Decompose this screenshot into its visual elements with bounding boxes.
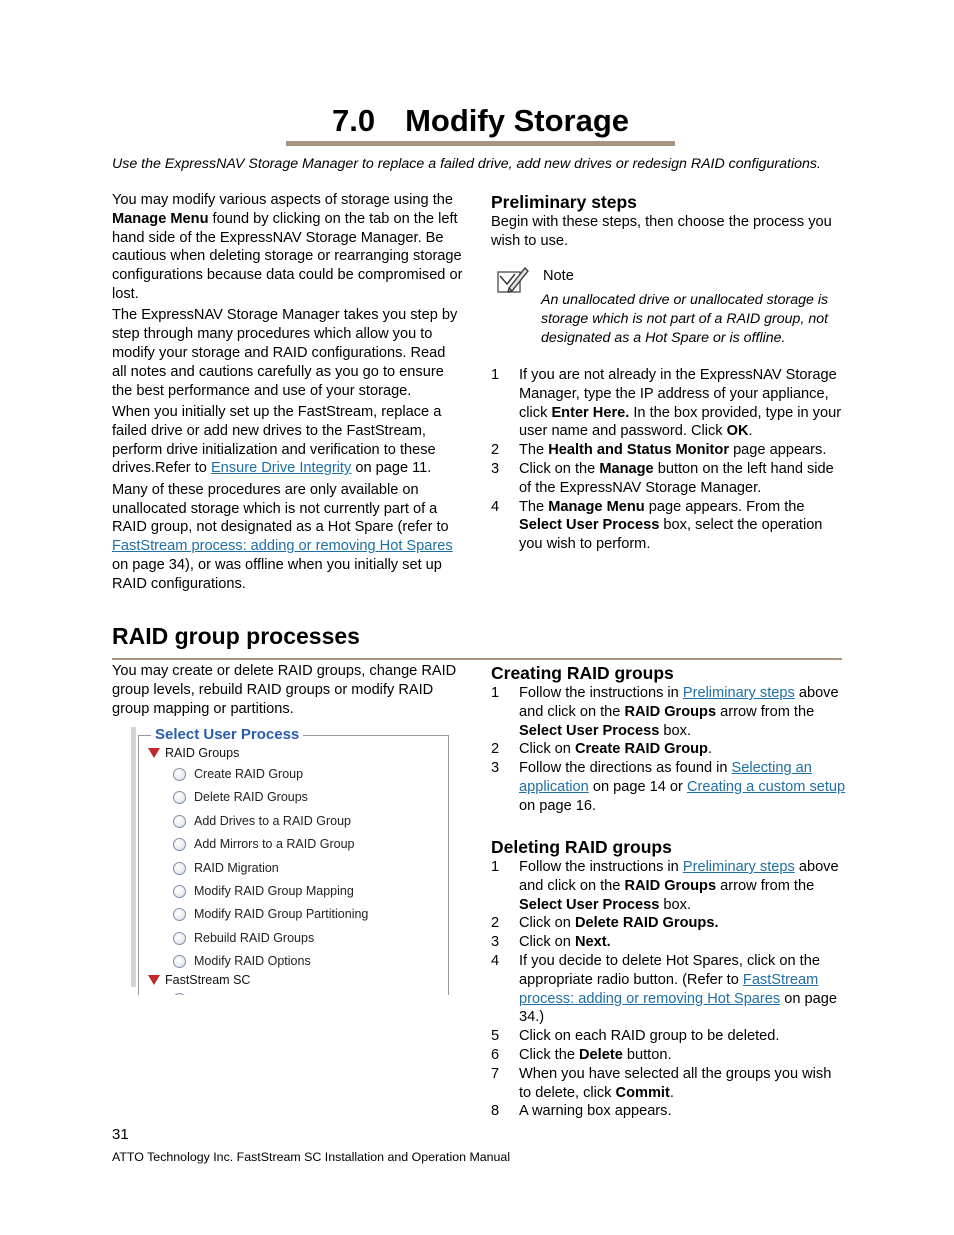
list-item: 1 Follow the instructions in Preliminary steps above and click on the RAID Groups arrow from the Select User Process box.	[491, 685, 839, 739]
link-preliminary-steps[interactable]: Preliminary steps	[682, 685, 795, 701]
option-delete-raid-groups[interactable]: Delete RAID Groups	[173, 790, 308, 804]
option-create-raid-group[interactable]: Create RAID Group	[173, 767, 303, 781]
option-modify-mapping[interactable]: Modify RAID Group Mapping	[173, 884, 354, 898]
radio-icon[interactable]	[173, 838, 186, 851]
expand-arrow-icon[interactable]	[148, 748, 160, 758]
select-user-process-panel	[131, 727, 451, 995]
creating-section	[491, 662, 846, 816]
footer-text: ATTO Technology Inc. FastStream SC Installation and Operation Manual	[112, 1150, 511, 1164]
list-item: 3 Click on Next.	[491, 934, 611, 951]
list-item: 2 The Health and Status Monitor page appears.	[491, 442, 827, 459]
option-partial	[173, 993, 194, 995]
link-ensure-drive-integrity[interactable]: Ensure Drive Integrity	[210, 460, 352, 477]
option-rebuild-raid-groups[interactable]: Rebuild RAID Groups	[173, 931, 314, 945]
link-preliminary-steps[interactable]: Preliminary steps	[682, 859, 795, 875]
raid-intro: You may create or delete RAID groups, change RAID group levels, rebuild RAID groups or modify RAID group mapping or partitions.	[112, 663, 457, 717]
intro-paragraph-4: Many of these procedures are only available on unallocated storage which is not currently part of a RAID group, not designated as a Hot Spare (refer to FastStream process: adding or removing Hot Spares on page 34), or was offline when you initially set up RAID configurations.	[112, 481, 453, 592]
intro-column	[112, 191, 464, 594]
radio-icon[interactable]	[173, 885, 186, 898]
expand-arrow-icon[interactable]	[148, 975, 160, 985]
list-item: 4 If you decide to delete Hot Spares, click on the appropriate radio button. (Refer to FastStream process: adding or removing Hot Spares on page 34.)	[491, 952, 838, 1026]
link-selecting-application[interactable]: Selecting an application	[519, 760, 812, 795]
list-item: 6 Click the Delete button.	[491, 1046, 672, 1063]
list-item: 8 A warning box appears.	[491, 1103, 672, 1120]
option-add-mirrors[interactable]: Add Mirrors to a RAID Group	[173, 837, 354, 851]
note-text: An unallocated drive or unallocated storage is storage which is not part of a RAID group, not designated as a Hot Spare or is offline.	[541, 292, 829, 346]
radio-icon[interactable]	[173, 791, 186, 804]
list-item: 7 When you have selected all the groups you wish to delete, click Commit.	[491, 1065, 832, 1101]
list-item: 3 Click on the Manage button on the left hand side of the ExpressNAV Storage Manager.	[491, 460, 834, 496]
list-item: 1 If you are not already in the ExpressNAV Storage Manager, type the IP address of your appliance, click Enter Here. In the box provided, type in your user name and password. Click OK.	[491, 367, 842, 440]
radio-icon[interactable]	[173, 908, 186, 921]
chapter-title-text: Modify Storage	[405, 103, 629, 138]
preliminary-text: Begin with these steps, then choose the process you wish to use.	[491, 214, 832, 249]
panel-legend: Select User Process	[151, 727, 303, 743]
link-custom-setup[interactable]: Creating a custom setup	[686, 778, 846, 795]
option-raid-migration[interactable]: RAID Migration	[173, 861, 279, 875]
link-hot-spares[interactable]: FastStream process: adding or removing Hot Spares	[112, 538, 453, 555]
intro-paragraph-2: The ExpressNAV Storage Manager takes you step by step through many procedures which allow you to modify your storage and RAID configurations. Read all notes and cautions carefully as you go to ensure the best performance and use of your storage.	[112, 307, 458, 399]
creating-heading: Creating RAID groups	[491, 663, 674, 683]
group-raid-groups[interactable]: RAID Groups	[148, 746, 239, 760]
radio-icon[interactable]	[173, 932, 186, 945]
list-item: 3 Follow the directions as found in Selecting an application on page 14 or Creating a custom setup on page 16.	[491, 760, 846, 814]
list-item: 2 Click on Create RAID Group.	[491, 741, 713, 758]
radio-icon[interactable]	[173, 862, 186, 875]
list-item: 5 Click on each RAID group to be deleted.	[491, 1028, 780, 1045]
group-faststream-sc[interactable]: FastStream SC	[148, 973, 250, 987]
list-item: 4 The Manage Menu page appears. From the Select User Process box, select the operation you wish to perform.	[491, 498, 823, 553]
preliminary-section	[491, 191, 846, 251]
preliminary-heading: Preliminary steps	[491, 192, 637, 212]
chapter-number: 7.0	[331, 103, 376, 138]
chapter-subtitle: Use the ExpressNAV Storage Manager to replace a failed drive, add new drives or redesign RAID configurations.	[112, 156, 821, 172]
list-item: 2 Click on Delete RAID Groups.	[491, 915, 719, 932]
intro-paragraph-1: You may modify various aspects of storage using the Manage Menu found by clicking on the tab on the left hand side of the ExpressNAV Storage Manager. Be cautious when deleting storage or rearranging storage configurations because data could be compromised or lost.	[112, 192, 463, 302]
radio-icon[interactable]	[173, 815, 186, 828]
radio-icon[interactable]	[173, 955, 186, 968]
option-modify-raid-options[interactable]: Modify RAID Options	[173, 954, 311, 968]
option-add-drives[interactable]: Add Drives to a RAID Group	[173, 814, 351, 828]
preliminary-steps	[491, 366, 846, 554]
list-item: 1 Follow the instructions in Preliminary steps above and click on the RAID Groups arrow from the Select User Process box.	[491, 859, 839, 913]
radio-icon[interactable]	[173, 768, 186, 781]
intro-paragraph-3: When you initially set up the FastStream, replace a failed drive or add new drives to the FastStream, perform drive initialization and verification to these drives.Refer to Ensure Drive Integrity on page 11.	[112, 403, 442, 477]
page-number: 31	[112, 1126, 129, 1143]
chapter-title	[286, 100, 675, 146]
note-label: Note	[543, 268, 574, 284]
note-pencil-icon	[497, 266, 529, 296]
section-title-raid: RAID group processes	[112, 620, 842, 660]
deleting-section	[491, 836, 846, 1121]
link-hot-spares[interactable]: FastStream process: adding or removing Hot Spares	[519, 971, 819, 1007]
option-modify-partitioning[interactable]: Modify RAID Group Partitioning	[173, 907, 368, 921]
deleting-heading: Deleting RAID groups	[491, 837, 672, 857]
